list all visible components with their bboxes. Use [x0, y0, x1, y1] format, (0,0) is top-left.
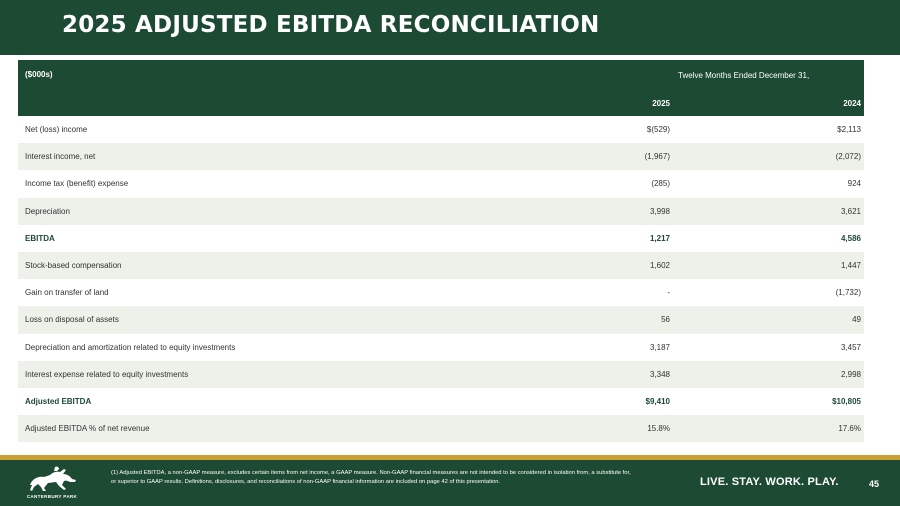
value-2024: 17.6% [838, 424, 861, 434]
row-label: Loss on disposal of assets [25, 315, 119, 325]
value-2025: - [667, 288, 670, 298]
row-label: Adjusted EBITDA % of net revenue [25, 424, 150, 434]
row-label: Interest income, net [25, 152, 96, 162]
logo-text: CANTERBURY PARK [26, 494, 78, 499]
row-label: Net (loss) income [25, 125, 88, 134]
value-2025: 3,998 [649, 206, 670, 216]
row-label: Depreciation and amortization related to equity investments [25, 342, 236, 352]
value-2025: 3,187 [649, 342, 670, 352]
value-2024: $10,805 [832, 396, 861, 406]
value-2025: (285) [651, 179, 670, 189]
table-row [18, 361, 864, 388]
row-label: Depreciation [25, 206, 70, 216]
title-bar [0, 0, 900, 55]
value-2025: 1,217 [649, 233, 670, 243]
value-2024: $2,113 [837, 125, 861, 134]
value-2024: 2,998 [840, 369, 861, 379]
table-row [18, 170, 864, 197]
value-2025: 1,602 [649, 260, 670, 270]
column-header-2024: 2024 [843, 99, 861, 108]
table-row [18, 279, 864, 306]
table-row-ebitda [18, 225, 864, 252]
table-row [18, 334, 864, 361]
row-label: EBITDA [25, 233, 55, 243]
value-2024: 3,457 [840, 342, 861, 352]
value-2025: $9,410 [645, 396, 670, 406]
value-2025: $(529) [646, 125, 670, 134]
tagline: LIVE. STAY. WORK. PLAY. [700, 476, 839, 488]
page-number: 45 [869, 479, 880, 489]
footer [0, 460, 900, 506]
value-2024: 49 [852, 315, 861, 325]
value-2024: (2,072) [835, 152, 861, 162]
value-2024: 3,621 [840, 206, 861, 216]
row-label: Stock-based compensation [25, 260, 122, 270]
value-2024: 4,586 [840, 233, 861, 243]
table-row [18, 252, 864, 279]
racehorse-logo-icon [22, 463, 82, 493]
row-label: Adjusted EBITDA [25, 396, 92, 406]
slide-title: 2025 ADJUSTED EBITDA RECONCILIATION [62, 12, 600, 38]
column-header-2025: 2025 [652, 99, 670, 108]
row-label: Gain on transfer of land [25, 288, 109, 298]
value-2024: 924 [847, 179, 861, 189]
reconciliation-table [18, 60, 864, 442]
value-2024: 1,447 [840, 260, 861, 270]
footnote: (1) Adjusted EBITDA, a non-GAAP measure, excludes certain items from net income, a GAAP measure. Non-GAAP financial measures are not intended to be considered in isolation from, a substitute for, or superior to GAAP results. Definitions, disclosures, and reconciliations of non-GAAP financial information are included on page 42 of this presentation. [111, 470, 631, 485]
table-row [18, 198, 864, 225]
table-row [18, 143, 864, 170]
units-label: ($000s) [25, 70, 53, 79]
table-row [18, 306, 864, 333]
period-label: Twelve Months Ended December 31, [678, 71, 810, 80]
table-header [18, 60, 864, 116]
canterbury-park-logo [22, 463, 82, 503]
value-2025: 56 [661, 315, 670, 325]
value-2025: 15.8% [647, 424, 670, 434]
value-2025: (1,967) [644, 152, 670, 162]
row-label: Interest expense related to equity investments [25, 369, 189, 379]
table-row-adjusted-ebitda [18, 388, 864, 415]
table-row [18, 415, 864, 442]
row-label: Income tax (benefit) expense [25, 179, 129, 189]
value-2025: 3,348 [649, 369, 670, 379]
table-row [18, 116, 864, 143]
value-2024: (1,732) [835, 288, 861, 298]
